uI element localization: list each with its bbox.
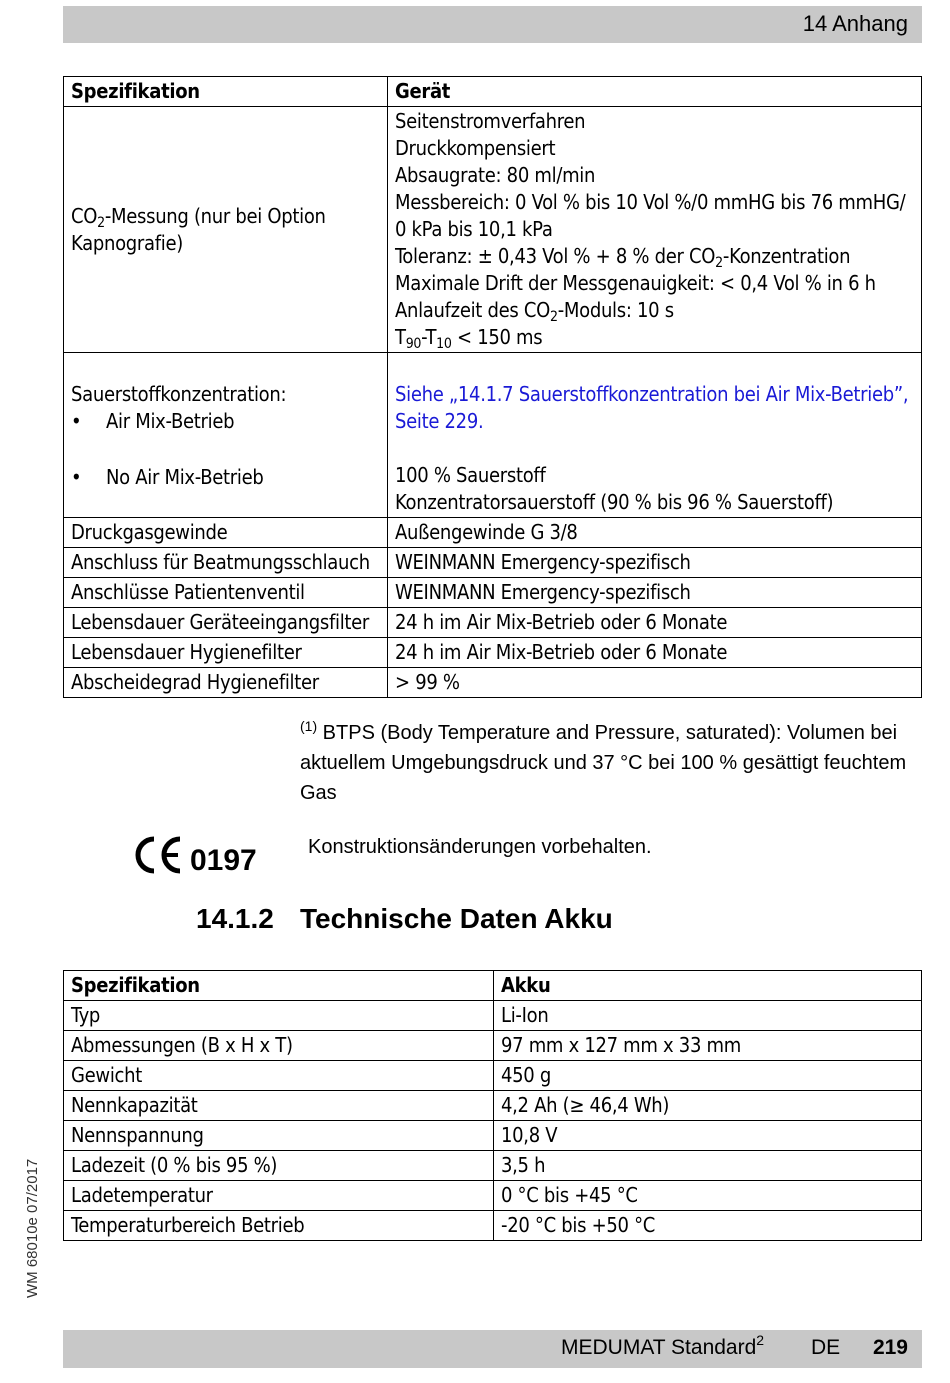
table-row: Nennspannung 10,8 V (64, 1121, 922, 1151)
column-header-spec: Spezifikation (64, 971, 494, 1001)
air-mix-link[interactable]: Siehe „14.1.7 Sauerstoffkonzentration bei Air Mix-Betrieb”, Seite 229. (395, 382, 909, 433)
table-row: Typ Li-Ion (64, 1001, 922, 1031)
table-row: Ladezeit (0 % bis 95 %) 3,5 h (64, 1151, 922, 1181)
table-row: Gewicht 450 g (64, 1061, 922, 1091)
table-row: Anschlüsse Patientenventil WEINMANN Emergency-spezifisch (64, 578, 922, 608)
table-row-co2 (64, 107, 922, 353)
footnote-text: BTPS (Body Temperature and Pressure, saturated): Volumen bei aktuellem Umgebungsdruck und 37 °C bei 100 % gesättigt feuchtem Gas (300, 722, 907, 804)
footer-bar (63, 1330, 922, 1368)
table-row: Abmessungen (B x H x T) 97 mm x 127 mm x 33 mm (64, 1031, 922, 1061)
column-header-device: Gerät (388, 77, 922, 107)
table-row-oxygen (64, 353, 922, 518)
product-name: MEDUMAT Standard$^2$ (561, 1332, 765, 1359)
section-heading (196, 903, 613, 935)
table-header-row (64, 971, 922, 1001)
chapter-title: 14 Anhang (802, 11, 908, 36)
table-row: Ladetemperatur 0 °C bis +45 °C (64, 1181, 922, 1211)
btps-footnote (300, 718, 930, 808)
co2-label-cell: $CO_2$-Messung (nur bei Option Kapnografie) (64, 107, 388, 353)
table-row: Druckgasgewinde Außengewinde G 3/8 (64, 518, 922, 548)
table-header-row (64, 77, 922, 107)
ce-mark (132, 836, 257, 877)
ce-logo-icon (132, 836, 184, 874)
language-code: DE (811, 1336, 841, 1359)
page-number: 219 (872, 1336, 908, 1359)
notified-body-number: 0197 (190, 844, 257, 877)
table-row: Nennkapazität 4,2 Ah (≥ 46,4 Wh) (64, 1091, 922, 1121)
table-row: Lebensdauer Geräteeingangsfilter 24 h im Air Mix-Betrieb oder 6 Monate (64, 608, 922, 638)
column-header-spec: Spezifikation (64, 77, 388, 107)
battery-spec-table (63, 970, 922, 1241)
section-number: 14.1.2 (196, 903, 274, 934)
device-spec-table (63, 76, 922, 698)
section-title-text: Technische Daten Akku (300, 903, 613, 934)
oxygen-label-cell: Sauerstoffkonzentration: • Air Mix-Betrieb • No Air Mix-Betrieb (64, 353, 388, 518)
footnote-marker: (1) (300, 718, 318, 734)
column-header-battery: Akku (494, 971, 922, 1001)
table-row: Abscheidegrad Hygienefilter > 99 % (64, 668, 922, 698)
header-bar (63, 6, 922, 43)
co2-value-cell: Seitenstromverfahren Druckkompensiert Absaugrate: 80 ml/min Messbereich: 0 Vol % bis 10 Vol %/0 mmHG bis 76 mmHG/ 0 kPa bis 10,1 kPa Toleranz: ± 0,43 Vol % + 8 % der $CO_2$-Konzentration Maximale Drift der Messgenauigkeit: < 0,4 Vol % in 6 h Anlaufzeit des $CO_2$-Moduls: 10 s $T_{90}-T_{10} < 150$ ms (388, 107, 922, 353)
table-row: Anschluss für Beatmungsschlauch WEINMANN Emergency-spezifisch (64, 548, 922, 578)
table-row: Lebensdauer Hygienefilter 24 h im Air Mix-Betrieb oder 6 Monate (64, 638, 922, 668)
reserve-note: Konstruktionsänderungen vorbehalten. (308, 836, 652, 858)
document-code: WM 68010e 07/2017 (24, 1158, 41, 1298)
oxygen-value-cell: Siehe „14.1.7 Sauerstoffkonzentration bei Air Mix-Betrieb”, Seite 229. 100 % Sauerstoff Konzentratorsauerstoff (90 % bis 96 % Sauerstoff) (388, 353, 922, 518)
table-row: Temperaturbereich Betrieb -20 °C bis +50 °C (64, 1211, 922, 1241)
